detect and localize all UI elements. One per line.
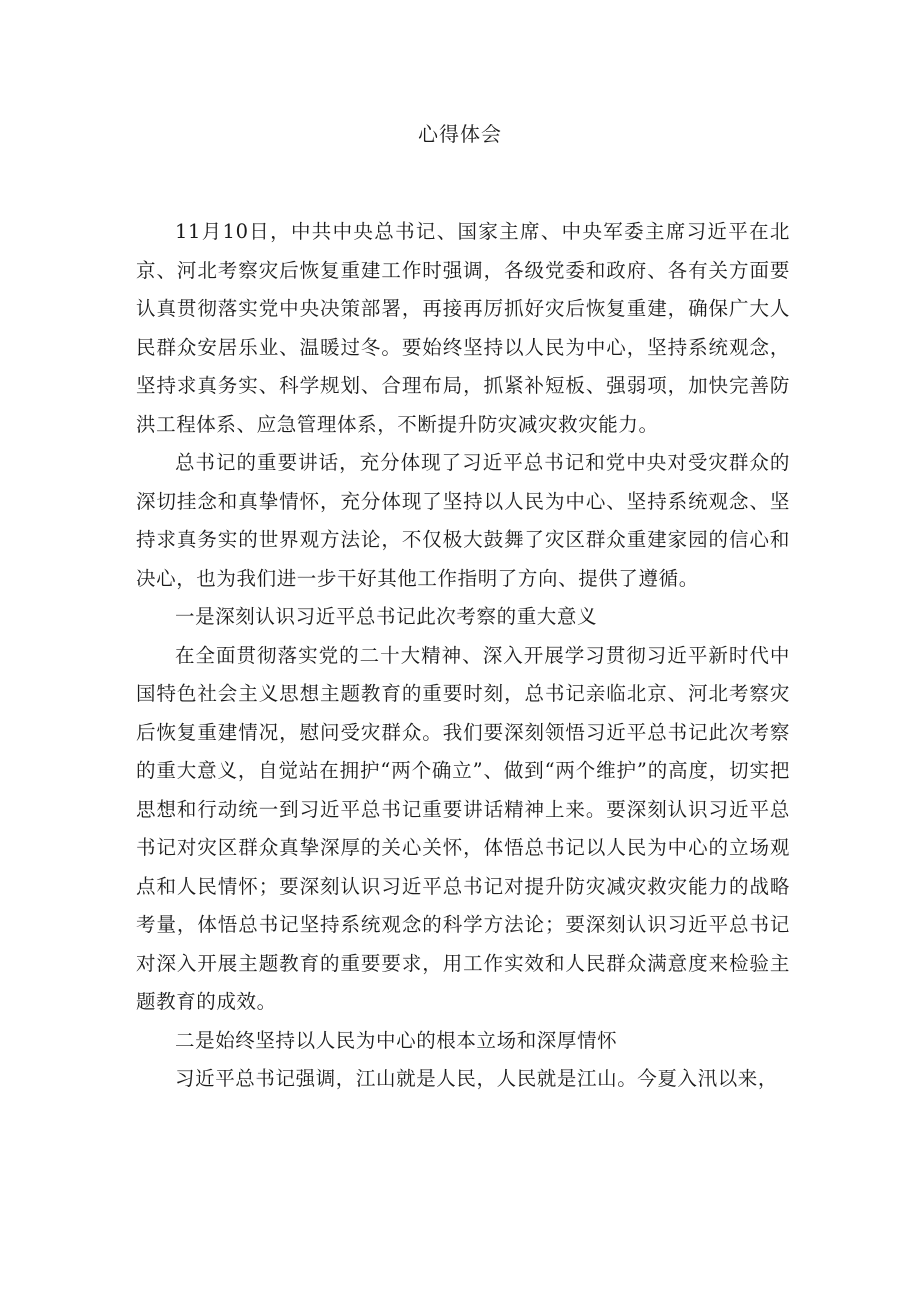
paragraph-section-two: 习近平总书记强调，江山就是人民，人民就是江山。今夏入汛以来， [175, 1067, 779, 1090]
paragraph-significance-summary: 总书记的重要讲话，充分体现了习近平总书记和党中央对受灾群众的深切挂念和真挚情怀，充分体现了坚持以人民为中心、坚持系统观念、坚持求真务实的世界观方法论，不仅极大鼓舞了灾区群众重建家园的信心和决心，也为我们进一步干好其他工作指明了方向、提供了遵循。 [136, 451, 790, 590]
document-body [136, 213, 790, 1099]
paragraph-section-one: 在全面贯彻落实党的二十大精神、深入开展学习贯彻习近平新时代中国特色社会主义思想主题教育的重要时刻，总书记亲临北京、河北考察灾后恢复重建情况，慰问受灾群众。我们要深刻领悟习近平总书记此次考察的重大意义，自觉站在拥护“两个确立”、做到“两个维护”的高度，切实把思想和行动统一到习近平总书记重要讲话精神上来。要深刻认识习近平总书记对灾区群众真挚深厚的关心关怀，体悟总书记以人民为中心的立场观点和人民情怀；要深刻认识习近平总书记对提升防灾减灾救灾能力的战略考量，体悟总书记坚持系统观念的科学方法论；要深刻认识习近平总书记对深入开展主题教育的重要要求，用工作实效和人民群众满意度来检验主题教育的成效。 [136, 643, 790, 1013]
paragraph-intro: 11月10日，中共中央总书记、国家主席、中央军委主席习近平在北京、河北考察灾后恢复重建工作时强调，各级党委和政府、各有关方面要认真贯彻落实党中央决策部署，再接再厉抓好灾后恢复重建，确保广大人民群众安居乐业、温暖过冬。要始终坚持以人民为中心，坚持系统观念，坚持求真务实、科学规划、合理布局，抓紧补短板、强弱项，加快完善防洪工程体系、应急管理体系，不断提升防灾减灾救灾能力。 [136, 220, 790, 436]
document-title: 心得体会 [418, 122, 502, 146]
section-heading-one: 一是深刻认识习近平总书记此次考察的重大意义 [175, 605, 598, 628]
section-heading-two: 二是始终坚持以人民为中心的根本立场和深厚情怀 [175, 1028, 618, 1052]
